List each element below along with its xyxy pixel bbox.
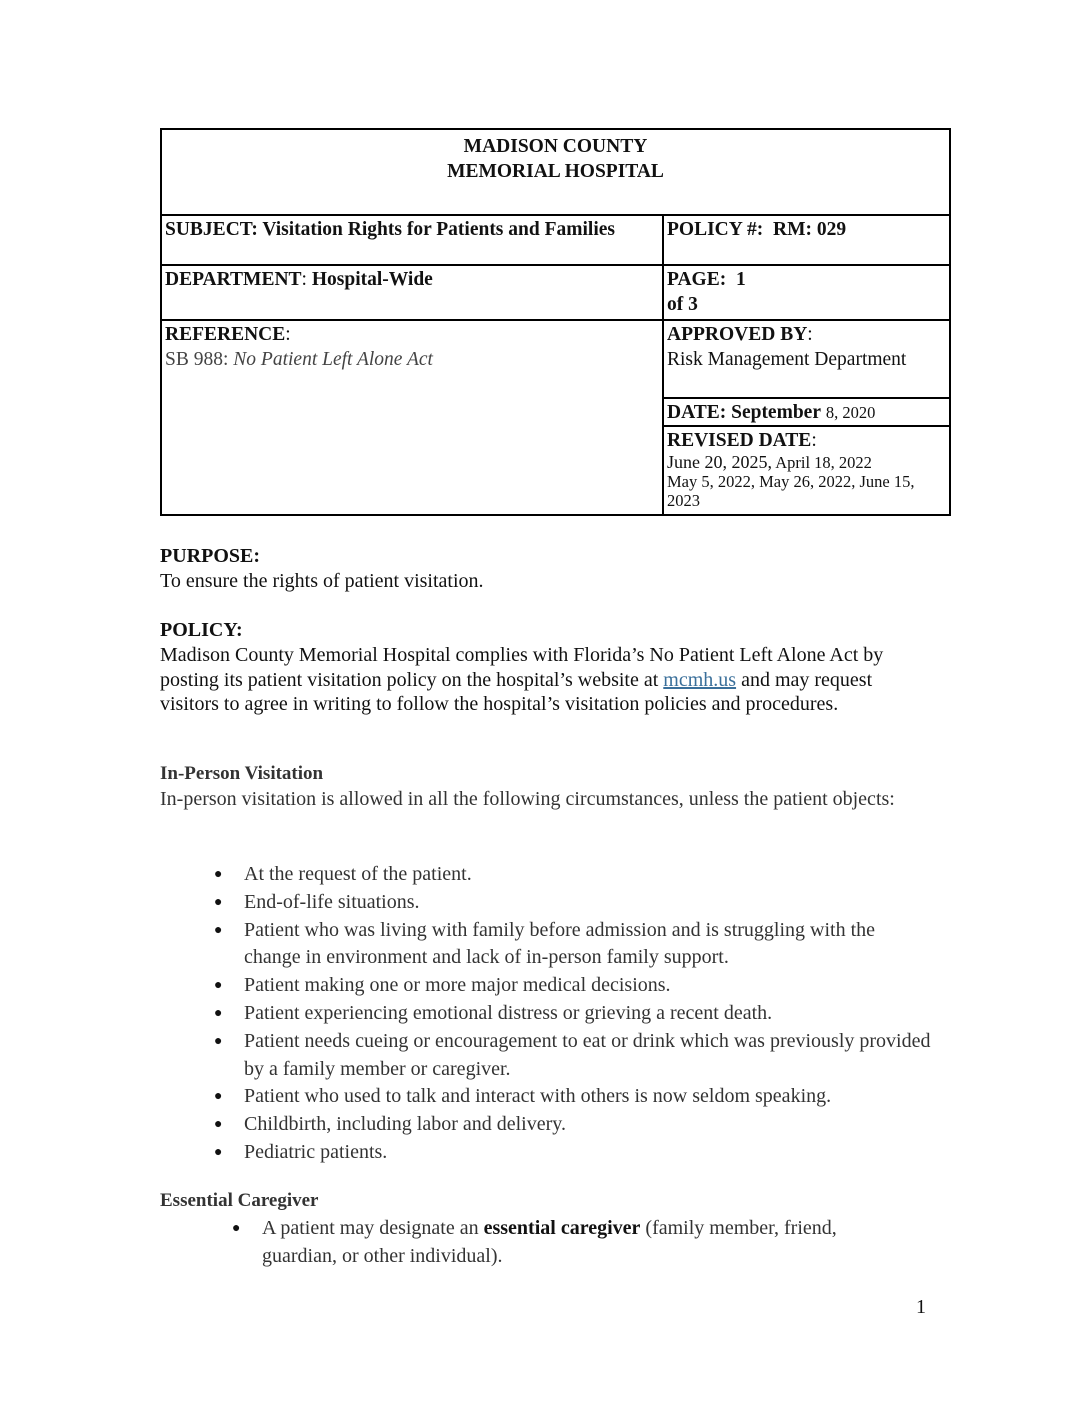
- website-link[interactable]: mcmh.us: [663, 668, 737, 691]
- reference-prefix: SB 988:: [165, 349, 229, 370]
- page-cell: [663, 265, 950, 320]
- policy-header-table: [160, 128, 951, 516]
- bullet-icon: ●: [214, 978, 223, 994]
- page-value: 1: [735, 269, 746, 290]
- reference-value: No Patient Left Alone Act: [233, 349, 433, 370]
- policy-number-value: RM: 029: [772, 219, 847, 240]
- policy-text-before: Madison County Memorial Hospital complies with Florida’s No Patient Left Alone Act by posting its patient visitation policy on the hospital’s website at: [160, 644, 884, 691]
- list-item: ● Patient making one or more major medical decisions.: [212, 972, 932, 1000]
- bullet-icon: ●: [214, 867, 223, 882]
- hospital-name-line1: MADISON COUNTY: [463, 136, 648, 157]
- list-item: ● A patient may designate an essential caregiver (family member, friend, guardian, or other individual).: [232, 1217, 837, 1267]
- in-person-text: In-person visitation is allowed in all the following circumstances, unless the patient objects:: [160, 788, 895, 810]
- revised-date-cell: REVISED DATE: June 20, 2025, April 18, 2022 May 5, 2022, May 26, 2022, June 15, 2023: [663, 426, 950, 515]
- bullet-icon: ●: [214, 1144, 223, 1160]
- subject-cell: [161, 215, 663, 265]
- purpose-text: To ensure the rights of patient visitation.: [160, 570, 484, 592]
- page-label: PAGE:: [667, 269, 727, 290]
- bullet-icon: ●: [214, 894, 223, 910]
- subject-label: SUBJECT:: [165, 219, 258, 240]
- bullet-icon: ●: [214, 922, 223, 938]
- policy-number-cell: [663, 215, 950, 265]
- revised-date-label: REVISED DATE: [667, 430, 812, 451]
- page-of: of 3: [667, 294, 698, 315]
- list-item: ● Patient experiencing emotional distress or grieving a recent death.: [212, 1000, 932, 1028]
- bullet-icon: ●: [232, 1221, 241, 1236]
- page-number: 1: [916, 1296, 926, 1318]
- reference-cell: REFERENCE: SB 988: No Patient Left Alone Act: [161, 320, 663, 515]
- bullet-icon: ●: [214, 1005, 223, 1021]
- department-label: DEPARTMENT: [165, 269, 302, 290]
- department-cell: DEPARTMENT: Hospital-Wide: [161, 265, 663, 320]
- in-person-list: [212, 861, 932, 1167]
- policy-number-label: POLICY #:: [667, 219, 764, 240]
- approved-by-value: Risk Management Department: [667, 349, 907, 370]
- list-item: ● Patient who was living with family before admission and is struggling with the change in environment and lack of in-person family support.: [214, 918, 876, 969]
- policy-heading: POLICY:: [160, 619, 243, 641]
- purpose-heading: PURPOSE:: [160, 545, 260, 567]
- approved-by-cell: APPROVED BY: Risk Management Department: [663, 320, 950, 398]
- bullet-icon: ●: [214, 1033, 223, 1049]
- caregiver-list: [230, 1215, 890, 1271]
- bullet-icon: ●: [214, 1089, 223, 1105]
- reference-label: REFERENCE: [165, 324, 286, 345]
- policy-text-after: and may request visitors to agree in writing to follow the hospital’s visitation policies and procedures.: [160, 668, 873, 716]
- revised-date-1: June 20, 2025,: [667, 452, 772, 472]
- date-value: 8, 2020: [825, 403, 876, 422]
- date-label: DATE: September: [667, 402, 821, 423]
- policy-text: [160, 643, 920, 717]
- revised-date-3: May 5, 2022, May 26, 2022, June 15, 2023: [667, 472, 915, 510]
- hospital-name-cell: [161, 129, 950, 215]
- date-cell: [663, 398, 950, 426]
- revised-date-2: April 18, 2022: [775, 453, 872, 472]
- list-item: ● At the request of the patient.: [212, 861, 932, 889]
- list-item: ● Childbirth, including labor and delivery.: [212, 1111, 932, 1139]
- list-item: ● End-of-life situations.: [212, 889, 932, 917]
- list-item: ● Patient needs cueing or encouragement to eat or drink which was previously provided by a family member or caregiver.: [214, 1029, 931, 1080]
- essential-caregiver-heading: Essential Caregiver: [160, 1190, 319, 1211]
- subject-value: Visitation Rights for Patients and Families: [262, 219, 615, 240]
- list-item: ● Patient who used to talk and interact with others is now seldom speaking.: [212, 1083, 932, 1111]
- hospital-name-line2: MEMORIAL HOSPITAL: [447, 161, 664, 182]
- bullet-icon: ●: [214, 1117, 223, 1133]
- in-person-heading: In-Person Visitation: [160, 763, 324, 784]
- department-value: Hospital-Wide: [311, 269, 433, 290]
- approved-by-label: APPROVED BY: [667, 324, 808, 345]
- list-item: ● Pediatric patients.: [212, 1139, 932, 1167]
